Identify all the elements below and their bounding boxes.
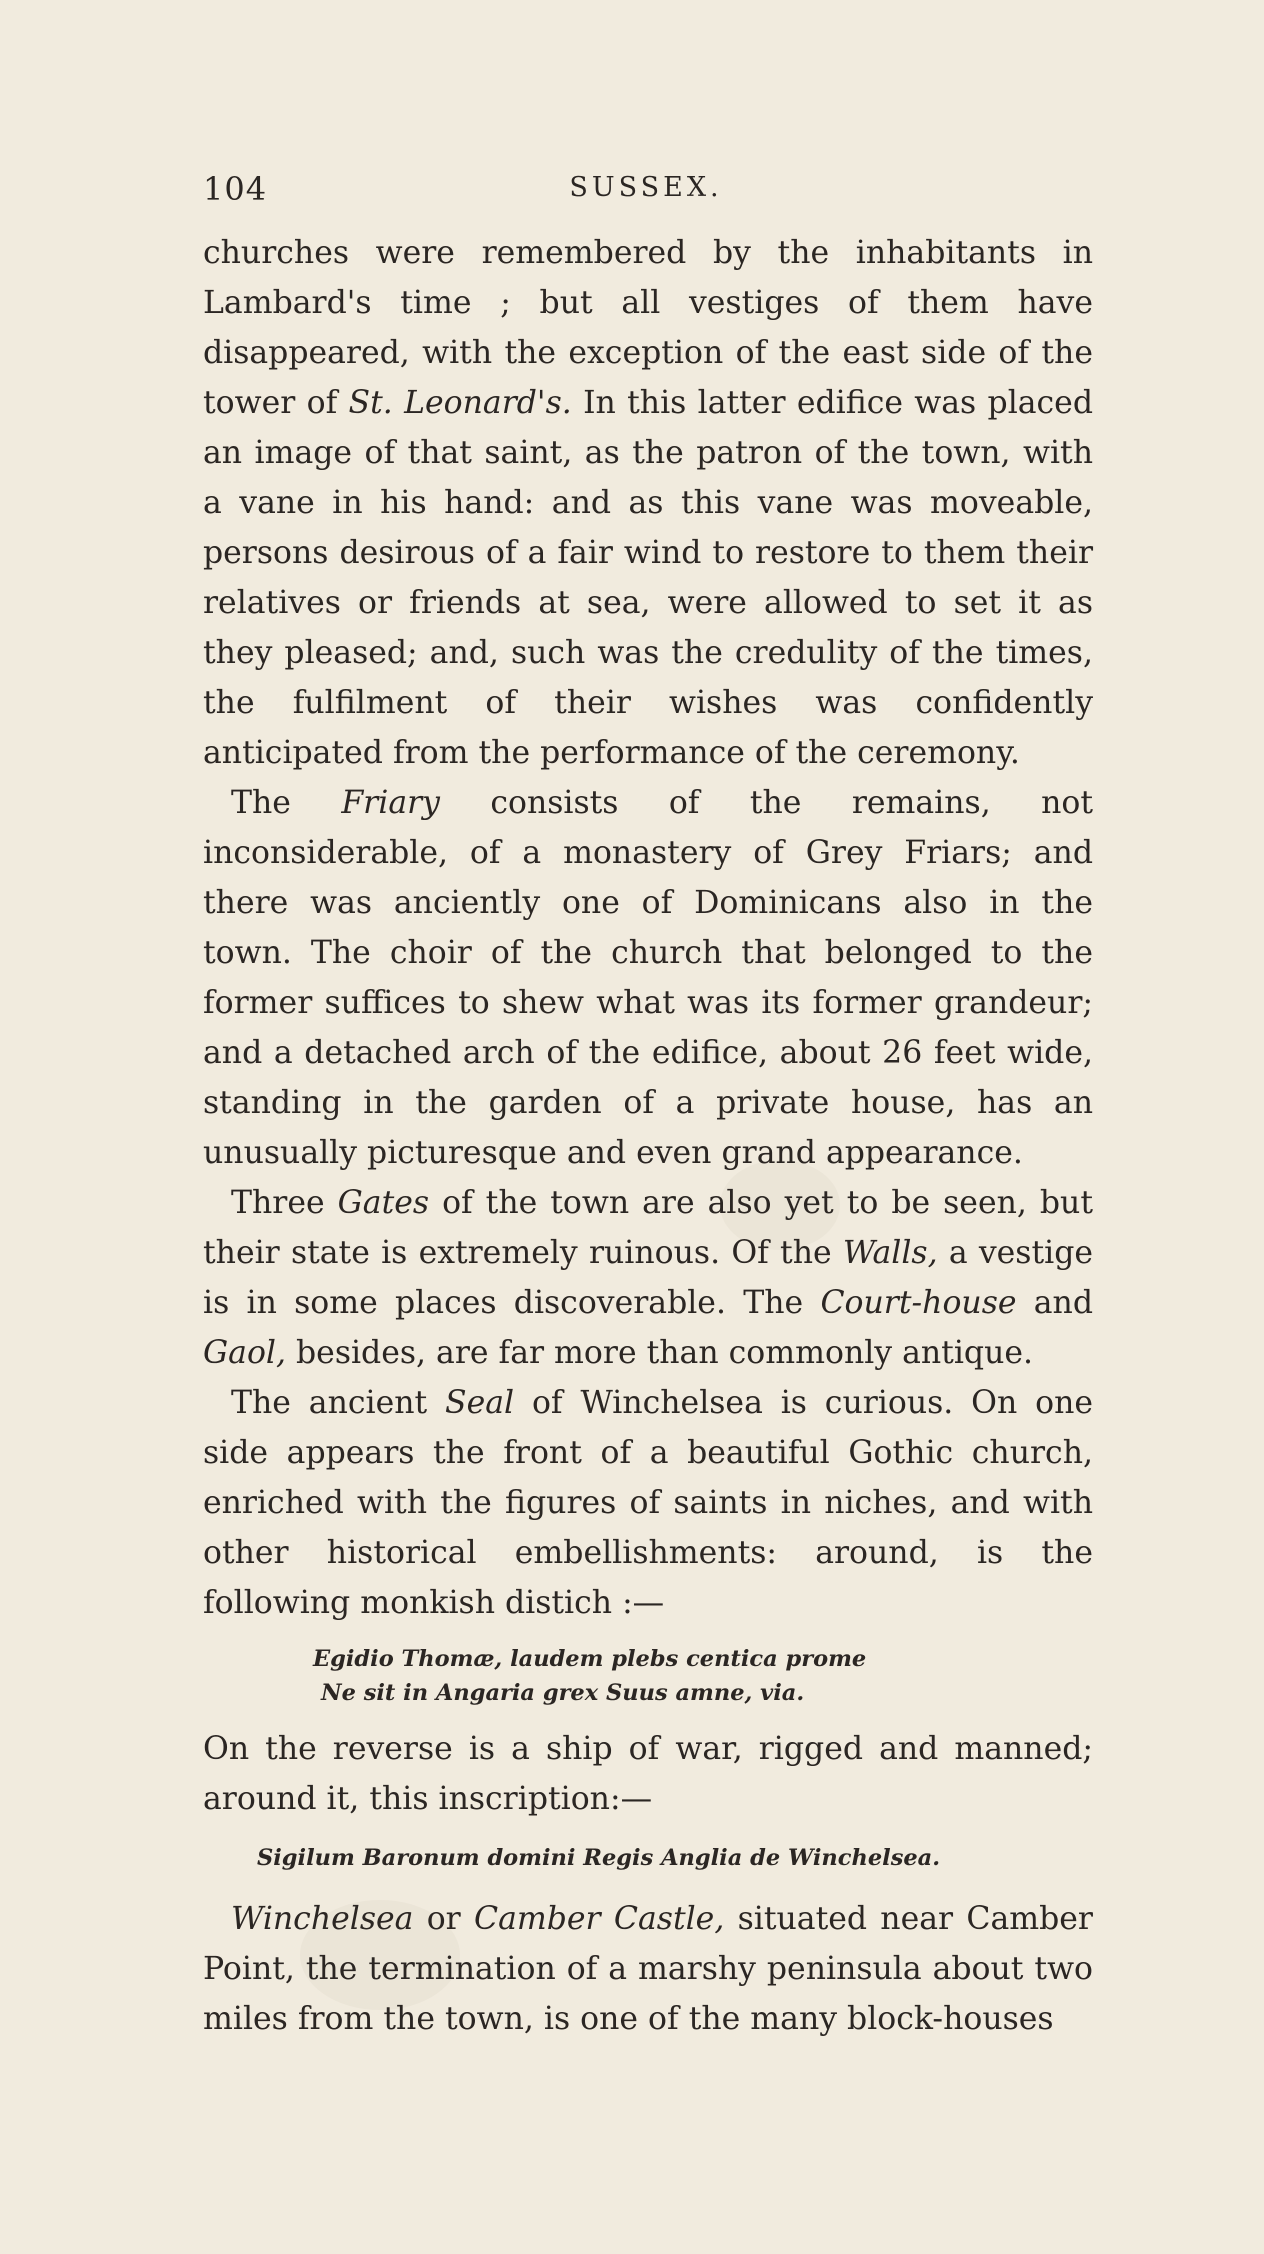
text-run: Three bbox=[231, 1185, 338, 1221]
paragraph-friary bbox=[203, 778, 1093, 1178]
latin-distich bbox=[203, 1642, 1093, 1710]
paragraph-churches bbox=[203, 228, 1093, 778]
text-run: of Winchelsea is curious. On one side appears the front of a beautiful Gothic church, enriched with the figures of saints in niches, and with other historical embellishments: around, is the following monkish distich :— bbox=[203, 1385, 1094, 1621]
text-run: The ancient bbox=[231, 1385, 446, 1421]
running-title: SUSSEX. bbox=[569, 172, 723, 203]
paragraph-seal bbox=[203, 1378, 1093, 1628]
running-head bbox=[203, 170, 1089, 210]
italic-term: Winchelsea bbox=[231, 1901, 414, 1937]
italic-term: Gates bbox=[337, 1185, 430, 1221]
text-run: and bbox=[1016, 1285, 1093, 1321]
latin-inscription: Sigilum Baronum domini Regis Anglia de Winchelsea. bbox=[257, 1845, 941, 1871]
text-run: In this latter edifice was placed an image of that saint, as the patron of the town, with a vane in his hand: and as this vane was moveable, persons desirous of a fair wind to restore to them their relatives or friends at sea, were allowed to set it as they pleased; and, such was the credulity of the times, the fulfilment of their wishes was confidently anticipated from the performance of the ceremony. bbox=[203, 385, 1093, 771]
paragraph-castle bbox=[203, 1894, 1093, 2044]
paragraph-gates bbox=[203, 1178, 1093, 1378]
body-text bbox=[203, 228, 1093, 2044]
italic-term: Friary bbox=[341, 785, 440, 821]
text-run: consists of the remains, not inconsiderable, of a monastery of Grey Friars; and there was anciently one of Dominicans also in the town. The choir of the church that belonged to the former suffices to shew what was its former grandeur; and a detached arch of the edifice, about 26 feet wide, standing in the garden of a private house, has an unusually picturesque and even grand appearance. bbox=[203, 785, 1093, 1171]
italic-term: Walls, bbox=[842, 1235, 938, 1271]
italic-term: Seal bbox=[445, 1385, 515, 1421]
paragraph-reverse bbox=[203, 1724, 1093, 1824]
italic-term: Gaol, bbox=[203, 1335, 286, 1371]
italic-term: Camber Castle, bbox=[474, 1901, 725, 1937]
text-run: besides, are far more than commonly antique. bbox=[286, 1335, 1034, 1371]
text-run: churches were remembered by the inhabitants in Lambard's time ; but all vestiges of them have disappeared, with the exception of the east side of the tower of bbox=[203, 235, 1093, 421]
page-number: 104 bbox=[203, 170, 268, 208]
text-run: of the town are also yet to be seen, but their state is extremely ruinous. Of the bbox=[203, 1185, 1093, 1271]
distich-line-2: Ne sit in Angaria grex Suus amne, via. bbox=[321, 1680, 805, 1706]
text-run: On the reverse is a ship of war, rigged and manned; around it, this inscription:— bbox=[203, 1731, 1093, 1817]
distich-line-1: Egidio Thomæ, laudem plebs centica prome bbox=[313, 1646, 867, 1672]
text-run: situated near Camber Point, the termination of a marshy peninsula about two miles from the town, is one of the many block-houses bbox=[203, 1901, 1093, 2037]
italic-term: Court-house bbox=[820, 1285, 1017, 1321]
italic-term: St. Leonard's. bbox=[348, 385, 572, 421]
text-run: or bbox=[413, 1901, 474, 1937]
text-run: The bbox=[231, 785, 342, 821]
text-run: a vestige is in some places discoverable. The bbox=[203, 1235, 1093, 1321]
